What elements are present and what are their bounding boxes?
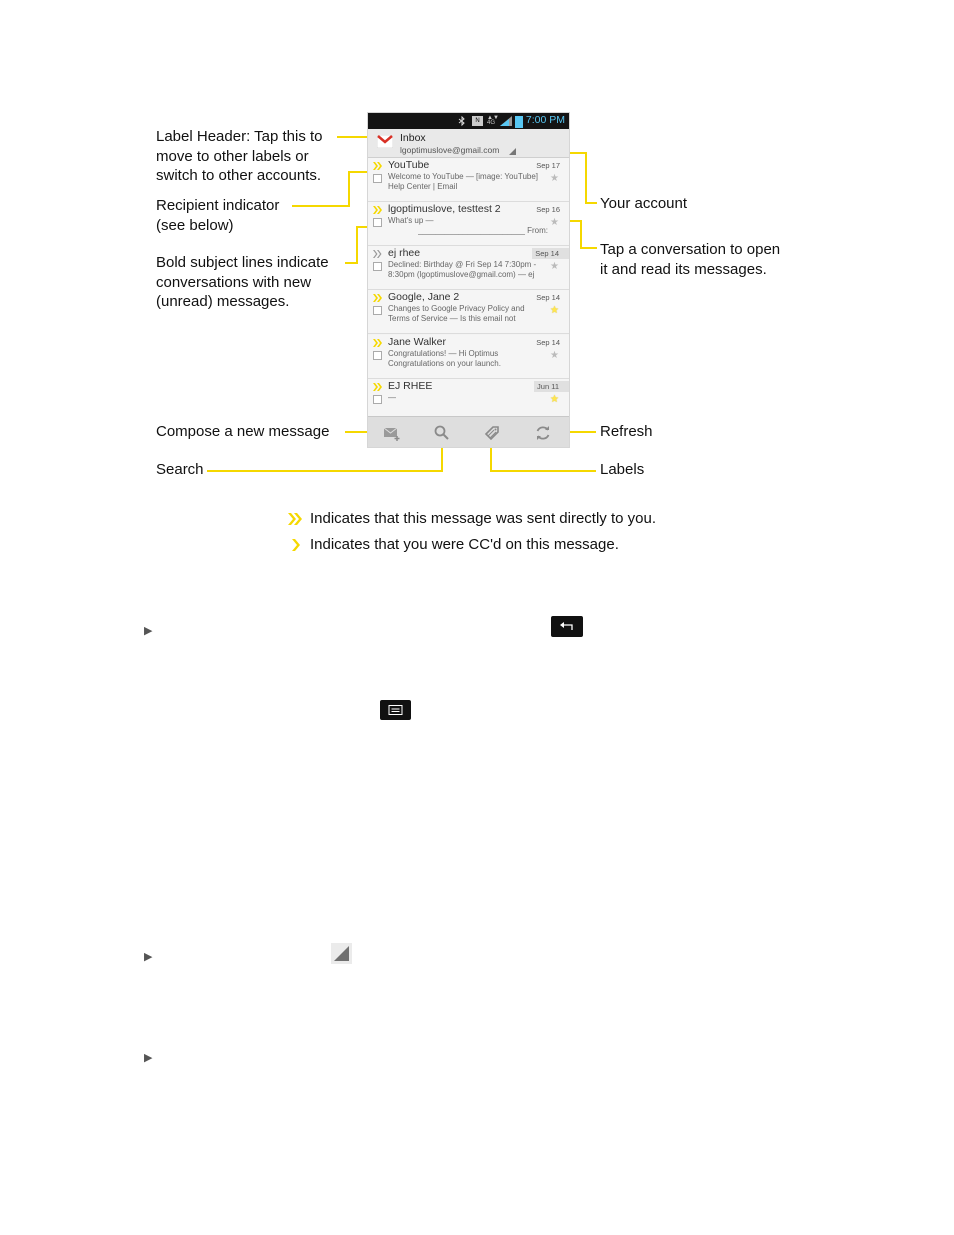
- bottom-action-bar: [368, 416, 569, 448]
- message-snippet: Welcome to YouTube — [image: YouTube] Help Center | Email: [388, 172, 539, 191]
- message-snippet: What's up —: [388, 216, 434, 225]
- callout-line: Tap a conversation to open: [600, 241, 781, 258]
- menu-key-icon: [380, 700, 411, 720]
- callout-line: switch to other accounts.: [156, 167, 322, 184]
- bullet-arrow: ▶: [144, 1052, 153, 1064]
- nfc-icon: N: [472, 116, 483, 126]
- 4g-icon: ▲▼ 4G: [487, 115, 499, 126]
- message-snippet: Declined: Birthday @ Fri Sep 14 7:30pm - 8:30pm (lgoptimuslove@gmail.com) — ej: [388, 260, 537, 279]
- star-icon[interactable]: ★: [550, 173, 559, 184]
- status-bar: [368, 113, 569, 129]
- message-snippet: Congratulations! — Hi Optimus Congratulations on your launch.: [388, 349, 501, 368]
- message-snippet-continued: ________________________ From:: [418, 226, 548, 235]
- signal-icon: [500, 116, 512, 126]
- search-icon[interactable]: [433, 424, 451, 442]
- leader-line: [490, 470, 596, 472]
- compose-icon[interactable]: [383, 424, 401, 442]
- label-header-callout: [156, 127, 323, 186]
- direct-recipient-icon: [372, 161, 384, 171]
- conversation-row[interactable]: [368, 202, 569, 246]
- dropdown-corner-icon: [509, 148, 516, 155]
- leader-line: [585, 152, 587, 204]
- account-email: lgoptimuslove@gmail.com: [400, 145, 500, 155]
- callout-line: Label Header: Tap this to: [156, 128, 323, 145]
- direct-recipient-icon: [372, 382, 384, 392]
- conversation-row[interactable]: [368, 290, 569, 334]
- callout-line: (unread) messages.: [156, 293, 290, 310]
- direct-recipient-icon: [372, 338, 384, 348]
- sender-name: EJ RHEE: [388, 380, 433, 392]
- direct-recipient-icon: [372, 293, 384, 303]
- leader-line: [292, 205, 350, 207]
- select-checkbox[interactable]: [373, 174, 382, 183]
- back-key-icon: [551, 616, 583, 637]
- star-icon[interactable]: ★: [550, 394, 559, 405]
- menu-lines-icon: [388, 705, 403, 715]
- star-icon[interactable]: ★: [550, 217, 559, 228]
- leader-line: [580, 220, 582, 249]
- message-date: Sep 14: [532, 248, 569, 259]
- select-checkbox[interactable]: [373, 395, 382, 404]
- gmail-logo-icon: [377, 135, 393, 148]
- callout-line: conversations with new: [156, 273, 312, 291]
- message-date: Sep 17: [536, 161, 560, 170]
- message-date: Jun 11: [534, 381, 569, 392]
- select-checkbox[interactable]: [373, 306, 382, 315]
- bullet-arrow: ▶: [144, 625, 153, 637]
- message-date: Sep 14: [536, 338, 560, 347]
- refresh-callout: Refresh: [600, 423, 653, 440]
- select-checkbox[interactable]: [373, 262, 382, 271]
- callout-line: move to other labels or: [156, 147, 309, 165]
- star-icon[interactable]: ★: [550, 305, 559, 316]
- direct-recipient-icon: [287, 511, 303, 527]
- sender-name: Jane Walker: [388, 336, 446, 348]
- callout-line: Bold subject lines indicate: [156, 254, 329, 271]
- leader-line: [580, 247, 597, 249]
- account-dropdown-icon: [331, 943, 352, 964]
- message-date: Sep 16: [536, 205, 560, 214]
- refresh-icon[interactable]: [534, 424, 552, 442]
- recipient-indicator-callout: [156, 196, 279, 235]
- direct-recipient-icon: [372, 205, 384, 215]
- status-time: 7:00 PM: [525, 114, 565, 126]
- labels-icon[interactable]: [483, 424, 501, 442]
- message-date: Sep 14: [536, 293, 560, 302]
- back-arrow-icon: [559, 621, 575, 632]
- select-checkbox[interactable]: [373, 218, 382, 227]
- leader-line: [348, 171, 350, 207]
- conversation-row[interactable]: [368, 246, 569, 290]
- star-icon[interactable]: ★: [550, 261, 559, 272]
- callout-line: (see below): [156, 216, 234, 234]
- sender-name: lgoptimuslove, testtest 2: [388, 203, 501, 215]
- bluetooth-icon: [458, 116, 466, 126]
- leader-line: [207, 470, 443, 472]
- conversation-row[interactable]: [368, 335, 569, 379]
- legend-direct: Indicates that this message was sent directly to you.: [310, 510, 657, 527]
- phone-screenshot: [367, 112, 570, 448]
- select-checkbox[interactable]: [373, 351, 382, 360]
- sender-name: Google, Jane 2: [388, 291, 460, 303]
- search-callout: Search: [156, 461, 204, 478]
- tap-conversation-callout: [600, 240, 780, 279]
- legend-cc: Indicates that you were CC'd on this message.: [310, 536, 619, 553]
- compose-callout: Compose a new message: [156, 423, 330, 440]
- sender-name: YouTube: [388, 159, 430, 171]
- callout-line: Recipient indicator: [156, 197, 280, 214]
- message-snippet: —: [388, 393, 396, 402]
- star-icon[interactable]: ★: [550, 350, 559, 361]
- your-account-callout: Your account: [600, 195, 688, 212]
- callout-line: it and read its messages.: [600, 260, 767, 278]
- battery-icon: [515, 116, 523, 128]
- leader-line: [585, 202, 597, 204]
- sender-name: ej rhee: [388, 247, 421, 259]
- leader-line: [356, 226, 358, 264]
- bold-subject-callout: [156, 253, 329, 312]
- conversation-row[interactable]: [368, 158, 569, 202]
- label-header[interactable]: [368, 129, 569, 158]
- message-snippet: Changes to Google Privacy Policy and Terms of Service — Is this email not: [388, 304, 525, 323]
- bullet-arrow: ▶: [144, 951, 153, 963]
- label-title: Inbox: [400, 132, 426, 144]
- labels-callout: Labels: [600, 461, 645, 478]
- cc-recipient-icon: [289, 537, 301, 553]
- cc-recipient-icon: [372, 249, 384, 259]
